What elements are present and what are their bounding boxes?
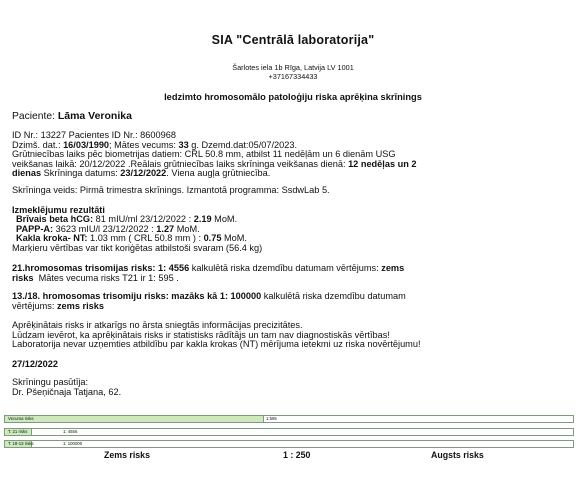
nt-mom: 0.75	[203, 233, 222, 243]
pappa-value: 3623 mIU/l 23/12/2022 :	[53, 223, 154, 234]
t21-risk: 21.hromosomas trisomijas risks: 1: 4556	[12, 263, 190, 273]
nt-label: Kakla kroka- NT:	[16, 233, 88, 243]
t13-verdict: zems risks	[56, 300, 104, 311]
age-risk-bar	[4, 415, 574, 423]
screening-date: 23/12/2022	[120, 168, 167, 178]
t21-risk-label: T. 21 risks	[8, 429, 28, 434]
t21-verdict: zems	[381, 263, 405, 273]
t13-verdict-label: vērtējums:	[12, 300, 55, 311]
patient-label: Paciente:	[12, 111, 55, 122]
age-risk-fill	[5, 416, 264, 422]
age-label: ; Mātes vecums:	[109, 140, 176, 150]
maternal-age-risk: Mātes vecuma risks T21 ir 1: 595 .	[38, 272, 179, 283]
patient-name: Lāma Veronika	[57, 110, 132, 122]
t13-risk-bar	[4, 440, 574, 448]
ga-weeks: 12 nedēļas un 2	[348, 158, 417, 169]
scale-mid: 1 : 250	[283, 450, 311, 460]
age-suffix: g. Dzemd.dat:05/07/2023.	[191, 140, 298, 150]
t21-line-2	[12, 274, 179, 284]
report-heading: Iedzimto hromosomālo patoloģiju riska aprēķina skrīnings	[164, 92, 422, 102]
disclaimer-3: Laboratorija nevar uzņemties atbildību par kakla krokas (NT) mērījuma ietekmi uz riska novērtējumu!	[12, 339, 421, 349]
dob-value: 16/03/1990	[63, 140, 110, 150]
ordered-label: Skrīningu pasūtīja:	[12, 377, 89, 387]
hcg-value: 81 mIU/ml 23/12/2022 :	[93, 214, 192, 224]
t21-risk-value: 1: 4556	[63, 429, 78, 434]
hcg-label: Brīvais beta hCG:	[16, 214, 94, 224]
pappa-unit: MoM.	[176, 223, 200, 234]
t13-line-2	[12, 302, 104, 312]
t21-risk-bar	[4, 428, 574, 436]
phone-line: +37167334433	[268, 71, 318, 81]
hcg-unit: MoM.	[214, 214, 238, 224]
ga-line-3	[12, 169, 270, 179]
lab-title: SIA "Centrālā laboratorija"	[211, 33, 375, 47]
ordered-doctor: Dr. Pšeņičnaja Tatjana, 62.	[12, 386, 122, 397]
disclaimer-1: Aprēķinātais risks ir atkarīgs no ārsta sniegtās informācijas precizitātes.	[12, 320, 303, 330]
nt-value: 1.03 mm ( CRL 50.8 mm ) :	[87, 233, 201, 243]
dob-label: Dzimš. dat.:	[12, 140, 61, 150]
t13-text: kalkulētā riska dzemdību datumam	[263, 291, 406, 301]
address-line: Šarlotes iela 1b Rīga, Latvija LV 1001	[232, 63, 354, 72]
age-value: 33	[178, 140, 189, 150]
screening-type: Skrīninga veids: Pirmā trimestra skrīnings. Izmantotā programma: SsdwLab 5.	[12, 185, 330, 195]
results-heading: Izmeklējumu rezultāti	[12, 205, 105, 215]
t13-risk: 13./18. hromosomas trisomiju risks: mazāks kā 1: 100000	[12, 291, 262, 301]
pappa-label: PAPP-A:	[16, 223, 54, 234]
screening-date-label: Skrīninga datums:	[43, 168, 118, 178]
scale-high: Augsts risks	[431, 450, 484, 460]
report-date: 27/12/2022	[12, 359, 58, 369]
t21-text: kalkulētā riska dzemdību datumam vērtējums:	[191, 263, 379, 273]
ga-line-2-text: veikšanas laikā: 20/12/2022 .Reālais grūtniecības laiks skrīninga veikšanas dienā:	[12, 158, 346, 169]
nt-unit: MoM.	[224, 233, 247, 243]
pregnancy-note: . Viena augļa grūtniecība.	[166, 168, 271, 178]
lab-address	[12, 64, 574, 81]
patient-line	[12, 112, 132, 122]
t21-verdict-2: risks	[12, 272, 34, 283]
markers-note: Marķieru vērtības var tikt koriģētas atbilstoši svaram (56.4 kg)	[12, 242, 263, 253]
scale-low: Zems risks	[104, 450, 150, 460]
age-risk-label: Vecuma risks	[8, 416, 34, 421]
hcg-mom: 2.19	[193, 214, 212, 224]
age-risk-value: 1:595	[266, 416, 277, 421]
t13-risk-label: T. 18-13 risks	[8, 441, 34, 446]
ga-days: dienas	[12, 168, 42, 178]
id-line: ID Nr.: 13227 Pacientes ID Nr.: 8600968	[12, 130, 176, 140]
t13-risk-value: 1: 100000	[63, 441, 83, 446]
disclaimer-2: Lūdzam ievērot, ka aprēķinātais risks ir statistisks rādītājs un tam nav diagnostiskās vērtības!	[12, 329, 390, 340]
ga-line-1: Grūtniecības laiks pēc biometrijas datiem: CRL 50.8 mm, atbilst 11 nedēļām un 6 dienām USG	[12, 149, 396, 159]
pappa-mom: 1.27	[156, 223, 175, 234]
